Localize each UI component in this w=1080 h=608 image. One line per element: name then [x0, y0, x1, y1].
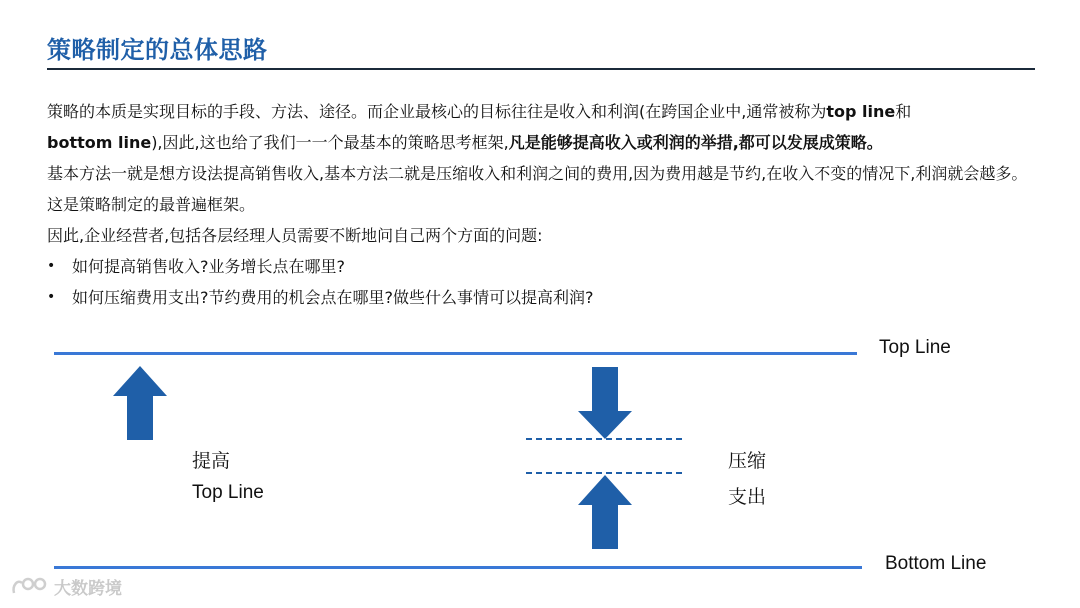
watermark: [10, 574, 122, 599]
up-arrow-compress-icon: [578, 475, 632, 549]
brand-logo-icon: [10, 575, 50, 599]
question-item-2: • 如何压缩费用支出?节约费用的机会点在哪里?做些什么事情可以提高利润?: [47, 282, 1037, 313]
para1-bold-top-line: top line: [826, 102, 896, 121]
compress-label-2: 支出: [728, 486, 767, 508]
title-divider: [47, 68, 1035, 70]
up-arrow-icon: [113, 366, 167, 440]
top-line-bar: [54, 352, 857, 355]
para1-text-3: ),因此,这也给了我们一一个最基本的策略思考框架,: [151, 133, 509, 152]
paragraph-2: 基本方法一就是想方设法提高销售收入,基本方法二就是压缩收入和利润之间的费用,因为费用越是节约,在收入不变的情况下,利润就会越多。这是策略制定的最普遍框架。: [47, 164, 1028, 214]
paragraph-3: 因此,企业经营者,包括各层经理人员需要不断地问自己两个方面的问题:: [47, 226, 543, 245]
lower-dashed-line: [526, 472, 682, 474]
para1-bold-bottom-line: bottom line: [47, 133, 152, 152]
paragraph-1: [47, 96, 1037, 158]
slide-title: 策略制定的总体思路: [47, 36, 268, 64]
body-text: [47, 96, 1037, 313]
raise-label-2: Top Line: [192, 482, 264, 503]
bottom-line-bar: [54, 566, 862, 569]
watermark-text: 大数跨境: [54, 579, 122, 599]
compress-label-1: 压缩: [728, 450, 767, 472]
question-item-1: • 如何提高销售收入?业务增长点在哪里?: [47, 251, 1037, 282]
down-arrow-icon: [578, 367, 632, 439]
para1-text-2: 和: [895, 102, 912, 121]
bottom-line-label: Bottom Line: [885, 553, 987, 574]
question-list: [47, 251, 1037, 313]
para1-text-1: 策略的本质是实现目标的手段、方法、途径。而企业最核心的目标往往是收入和利润(在跨国企业中,通常被称为: [47, 102, 827, 121]
top-line-label: Top Line: [879, 337, 951, 358]
raise-label-1: 提高: [192, 450, 231, 472]
para1-bold-conclusion: 凡是能够提高收入或利润的举措,都可以发展成策略。: [508, 133, 883, 152]
upper-dashed-line: [526, 438, 682, 440]
